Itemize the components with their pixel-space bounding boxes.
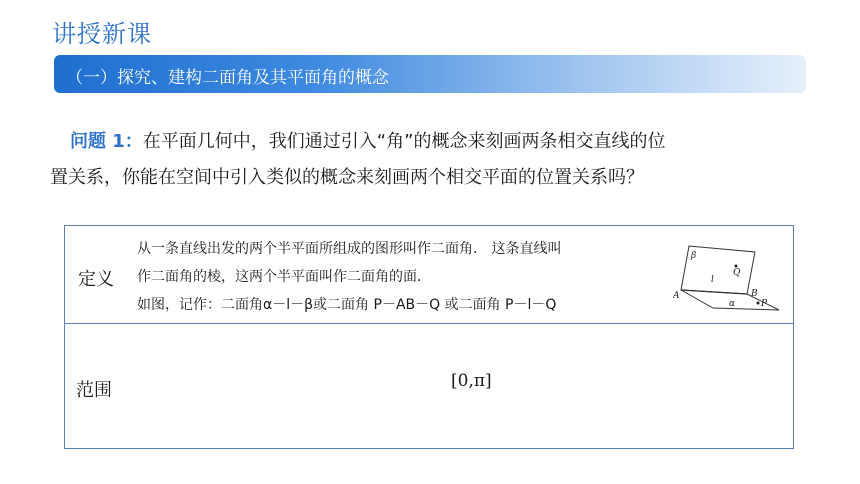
row-divider bbox=[65, 323, 793, 324]
dihedral-angle-figure bbox=[673, 238, 785, 318]
definition-label: 定义 bbox=[78, 269, 114, 290]
definition-line-3: 如图，记作：二面角α－l－β或二面角 P－AB－Q 或二面角 P－l－Q bbox=[137, 297, 557, 313]
label-alpha: α bbox=[729, 299, 736, 309]
label-a: A bbox=[673, 291, 680, 301]
section-title: （一）探究、建构二面角及其平面角的概念 bbox=[66, 68, 389, 88]
definition-text bbox=[137, 235, 682, 319]
question-line-2: 置关系，你能在空间中引入类似的概念来刻画两个相交平面的位置关系吗？ bbox=[50, 167, 644, 188]
question-block bbox=[50, 124, 810, 196]
page-title: 讲授新课 bbox=[52, 20, 152, 48]
point-q bbox=[735, 265, 738, 268]
definition-table bbox=[64, 225, 794, 449]
question-line-1 bbox=[50, 124, 810, 160]
definition-line-1: 从一条直线出发的两个半平面所组成的图形叫作二面角． 这条直线叫 bbox=[137, 241, 562, 257]
range-value: [0,π] bbox=[451, 371, 492, 391]
question-label: 问题 1： bbox=[70, 131, 143, 152]
question-text-1: 在平面几何中，我们通过引入“角”的概念来刻画两条相交直线的位 bbox=[142, 131, 666, 152]
label-q: Q bbox=[733, 268, 741, 278]
definition-line-2: 作二面角的棱，这两个半平面叫作二面角的面． bbox=[137, 269, 431, 285]
label-beta: β bbox=[691, 251, 697, 261]
label-p: P bbox=[761, 299, 768, 309]
point-p bbox=[757, 302, 760, 305]
label-b: B bbox=[751, 289, 758, 299]
section-banner bbox=[54, 55, 806, 93]
range-label: 范围 bbox=[76, 380, 112, 401]
label-l: l bbox=[711, 275, 714, 285]
